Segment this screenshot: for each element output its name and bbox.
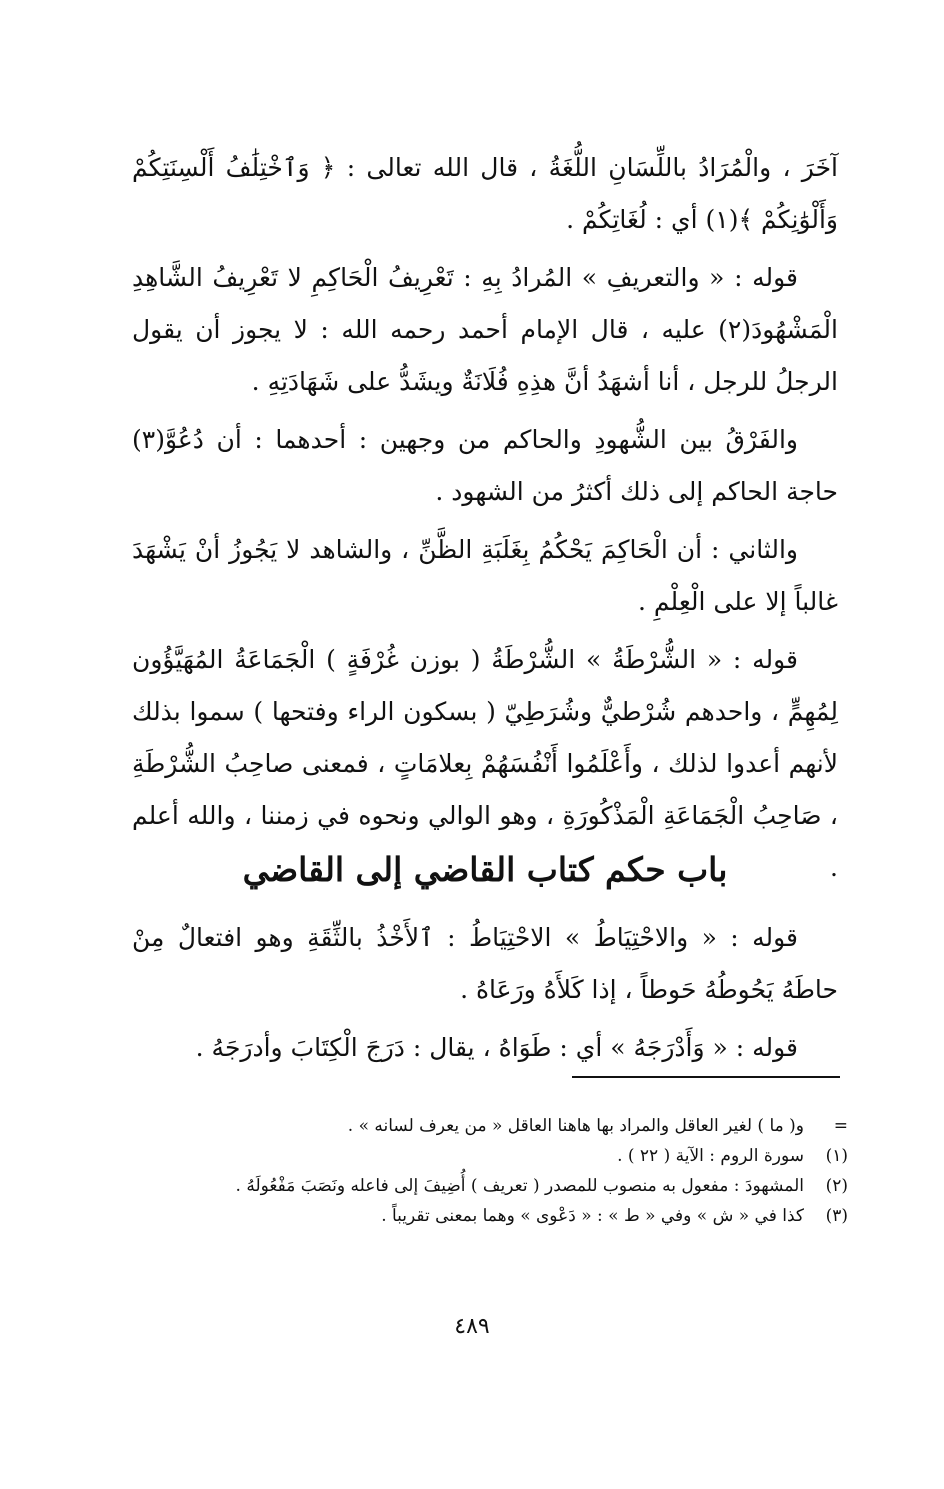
section-paragraph-1: قوله : « والاحْتِيَاطُ » الاحْتِيَاطُ : ٱلأَخْذُ بالثِّقَةِ وهو افتعالٌ مِنْ حاطَهُ يَحُوطُهُ حَوطاً ، إذا كَلأَهُ ورَعَاهُ . — [132, 923, 838, 1004]
footnote-text: المشهودَ : مفعول به منصوب للمصدر ( تعريف ) أُضِيفَ إلى فاعله ونَصَبَ مَفْعُولَهُ . — [235, 1176, 804, 1196]
footnote-text: و( ما ) لغير العاقل والمراد بها هاهنا العاقل « من يعرف لسانه » . — [347, 1116, 804, 1136]
section-heading: باب حكم كتاب القاضي إلى القاضي — [242, 850, 728, 889]
footnote-text: كذا في « ش » وفي « ط » : « دَعْوى » وهما بمعنى تقريباً . — [381, 1206, 804, 1226]
footnote-continued — [132, 1112, 848, 1141]
footnote-1 — [132, 1142, 848, 1171]
footnote-mark: = — [833, 1116, 848, 1136]
footnote-2 — [132, 1172, 848, 1201]
paragraph-4: والثاني : أن الْحَاكِمَ يَحْكُمُ بِغَلَبَةِ الظَّنِّ ، والشاهد لا يَجُوزُ أنْ يَشْهَدَ غالباً إلا على الْعِلْمِ . — [132, 535, 838, 616]
paragraph-2: قوله : « والتعريفِ » المُرادُ بِهِ : تَعْرِيفُ الْحَاكِمِ لا تَعْرِيفُ الشَّاهِدِ الْمَشْهُودَ(٢) عليه ، قال الإمام أحمد رحمه الله : لا يجوز أن يقول الرجلُ للرجل ، أنا أشهَدُ أنَّ هذِهِ فُلَانَةٌ ويشَدُّ على شَهَادَتِهِ . — [132, 263, 838, 396]
page-number: ٤٨٩ — [454, 1314, 490, 1339]
footnote-mark: (٣) — [825, 1206, 848, 1226]
main-text-block — [132, 142, 838, 900]
footnote-text: سورة الروم : الآية ( ٢٢ ) . — [617, 1146, 804, 1166]
section-paragraph-2: قوله : « وَأَدْرَجَهُ » أي : طَوَاهُ ، يقال : دَرَجَ الْكِتَابَ وأدرَجَهُ . — [195, 1033, 798, 1062]
footnote-mark: (١) — [825, 1146, 848, 1166]
paragraph-5: قوله : « الشُّرْطَةُ » الشُّرْطَةُ ( بوزن غُرْفَةٍ ) الْجَمَاعَةُ المُهَيَّؤُون لِمُهِمٍّ ، واحدهم شُرْطيٌّ وشُرَطِيّ ( بسكون الراء وفتحها ) سموا بذلك لأنهم أعدوا لذلك ، وأَعْلَمُوا أَنْفُسَهُمْ بِعلامَاتٍ ، فمعنى صاحِبُ الشُّرْطَةِ ، صَاحِبُ الْجَمَاعَةِ الْمَذْكُورَةِ ، وهو الوالي ونحوه في زمننا ، والله أعلم . — [132, 645, 838, 882]
paragraph-1: آخَرَ ، والْمُرَادُ باللِّسَانِ اللُّغَةُ ، قال الله تعالى : ﴿ وَٱخْتِلَٰفُ أَلْسِنَتِكُمْ وَأَلْوَٰنِكُمْ ﴾(١) أي : لُغَاتِكُمْ . — [132, 153, 838, 234]
footnote-mark: (٢) — [825, 1176, 848, 1196]
footnotes — [132, 1112, 848, 1232]
paragraph-3: والفَرْقُ بين الشُّهودِ والحاكم من وجهين : أحدهما : أن دُعُوَّ(٣) حاجة الحاكم إلى ذلك أكثرُ من الشهود . — [132, 425, 838, 506]
footnote-3 — [132, 1202, 848, 1231]
footnote-divider — [572, 1076, 840, 1078]
section-text-block — [132, 912, 838, 1080]
